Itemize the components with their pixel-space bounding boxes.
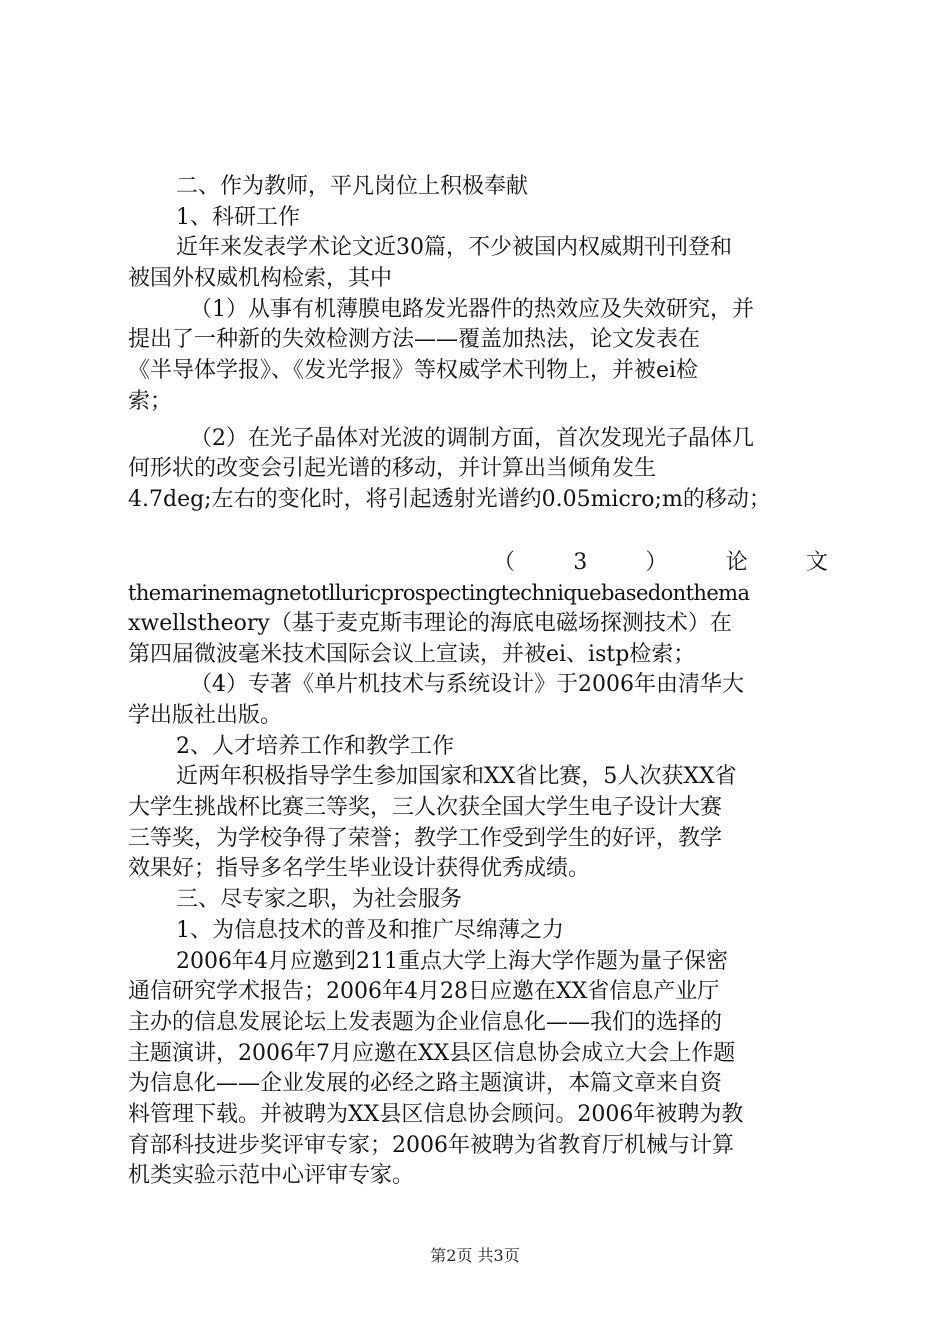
paper-3-part: 文: [805, 549, 828, 575]
paper-3-heading: [128, 548, 828, 579]
paper-3-part: 论: [725, 549, 748, 575]
paragraph-line: 近年来发表学术论文近30篇，不少被国内权威期刊刊登和: [176, 235, 732, 261]
paper-3-part: ）: [645, 549, 668, 575]
paragraph-line: （1）从事有机薄膜电路发光器件的热效应及失效研究，并: [190, 296, 754, 322]
paragraph-line: 《半导体学报》、《发光学报》等权威学术刊物上，并被ei检: [128, 358, 699, 384]
paragraph-line: 机类实验示范中心评审专家。: [128, 1163, 415, 1189]
paragraph-line: 2006年4月应邀到211重点大学上海大学作题为量子保密: [176, 948, 728, 974]
paragraph-line: 通信研究学术报告；2006年4月28日应邀在XX省信息产业厅: [128, 979, 720, 1005]
paragraph-line: 提出了一种新的失效检测方法——覆盖加热法，论文发表在: [128, 327, 701, 353]
paragraph-line: 近两年积极指导学生参加国家和XX省比赛，5人次获XX省: [176, 764, 737, 790]
paragraph-line: themarinemagnetotlluricprospectingtechniquebasedonthema: [128, 581, 750, 606]
paragraph-line: 4.7deg;左右的变化时，将引起透射光谱约0.05micro;m的移动；: [128, 486, 771, 512]
paragraph-line: 育部科技进步奖评审专家；2006年被聘为省教育厅机械与计算: [128, 1132, 734, 1158]
paragraph-line: 三等奖，为学校争得了荣誉；教学工作受到学生的好评，教学: [128, 825, 723, 851]
section-heading-2: 二、作为教师，平凡岗位上积极奉献: [176, 174, 529, 199]
paragraph-line: 大学生挑战杯比赛三等奖，三人次获全国大学生电子设计大赛: [128, 795, 723, 821]
paragraph-line: 何形状的改变会引起光谱的移动，并计算出当倾角发生: [128, 456, 657, 482]
paragraph-line: 索；: [128, 388, 173, 414]
paragraph-line: 效果好；指导多名学生毕业设计获得优秀成绩。: [128, 856, 591, 882]
paper-3-part: （: [493, 549, 516, 575]
paragraph-line: 主办的信息发展论坛上发表题为企业信息化——我们的选择的: [128, 1009, 723, 1035]
paragraph-line: 主题演讲，2006年7月应邀在XX县区信息协会成立大会上作题: [128, 1040, 736, 1066]
paragraph-line: 学出版社出版。: [128, 703, 283, 728]
paragraph-line: 被国外权威机构检索，其中: [128, 266, 393, 292]
document-body: [128, 172, 828, 1192]
paragraph-line: （2）在光子晶体对光波的调制方面，首次发现光子晶体几: [190, 425, 754, 451]
subsection-heading-it: 1、为信息技术的普及和推广尽绵薄之力: [176, 917, 564, 943]
paragraph-line: xwellstheory（基于麦克斯韦理论的海底电磁场探测技术）在: [128, 610, 732, 636]
subsection-heading-research: 1、科研工作: [176, 204, 300, 230]
paragraph-line: 第四届微波毫米技术国际会议上宣读，并被ei、istp检索；: [128, 641, 696, 667]
subsection-heading-teaching: 2、人才培养工作和教学工作: [176, 733, 454, 759]
paper-3-part: 3: [573, 549, 588, 575]
paragraph-line: 料管理下载。并被聘为XX县区信息协会顾问。2006年被聘为教: [128, 1101, 744, 1127]
section-heading-3: 三、尽专家之职，为社会服务: [176, 887, 463, 913]
blank-line: [128, 516, 828, 548]
paragraph-line: （4）专著《单片机技术与系统设计》于2006年由清华大: [190, 672, 744, 698]
page-number-footer: 第2页 共3页: [430, 1246, 520, 1265]
paragraph-line: 为信息化——企业发展的必经之路主题演讲，本篇文章来自资: [128, 1071, 723, 1097]
